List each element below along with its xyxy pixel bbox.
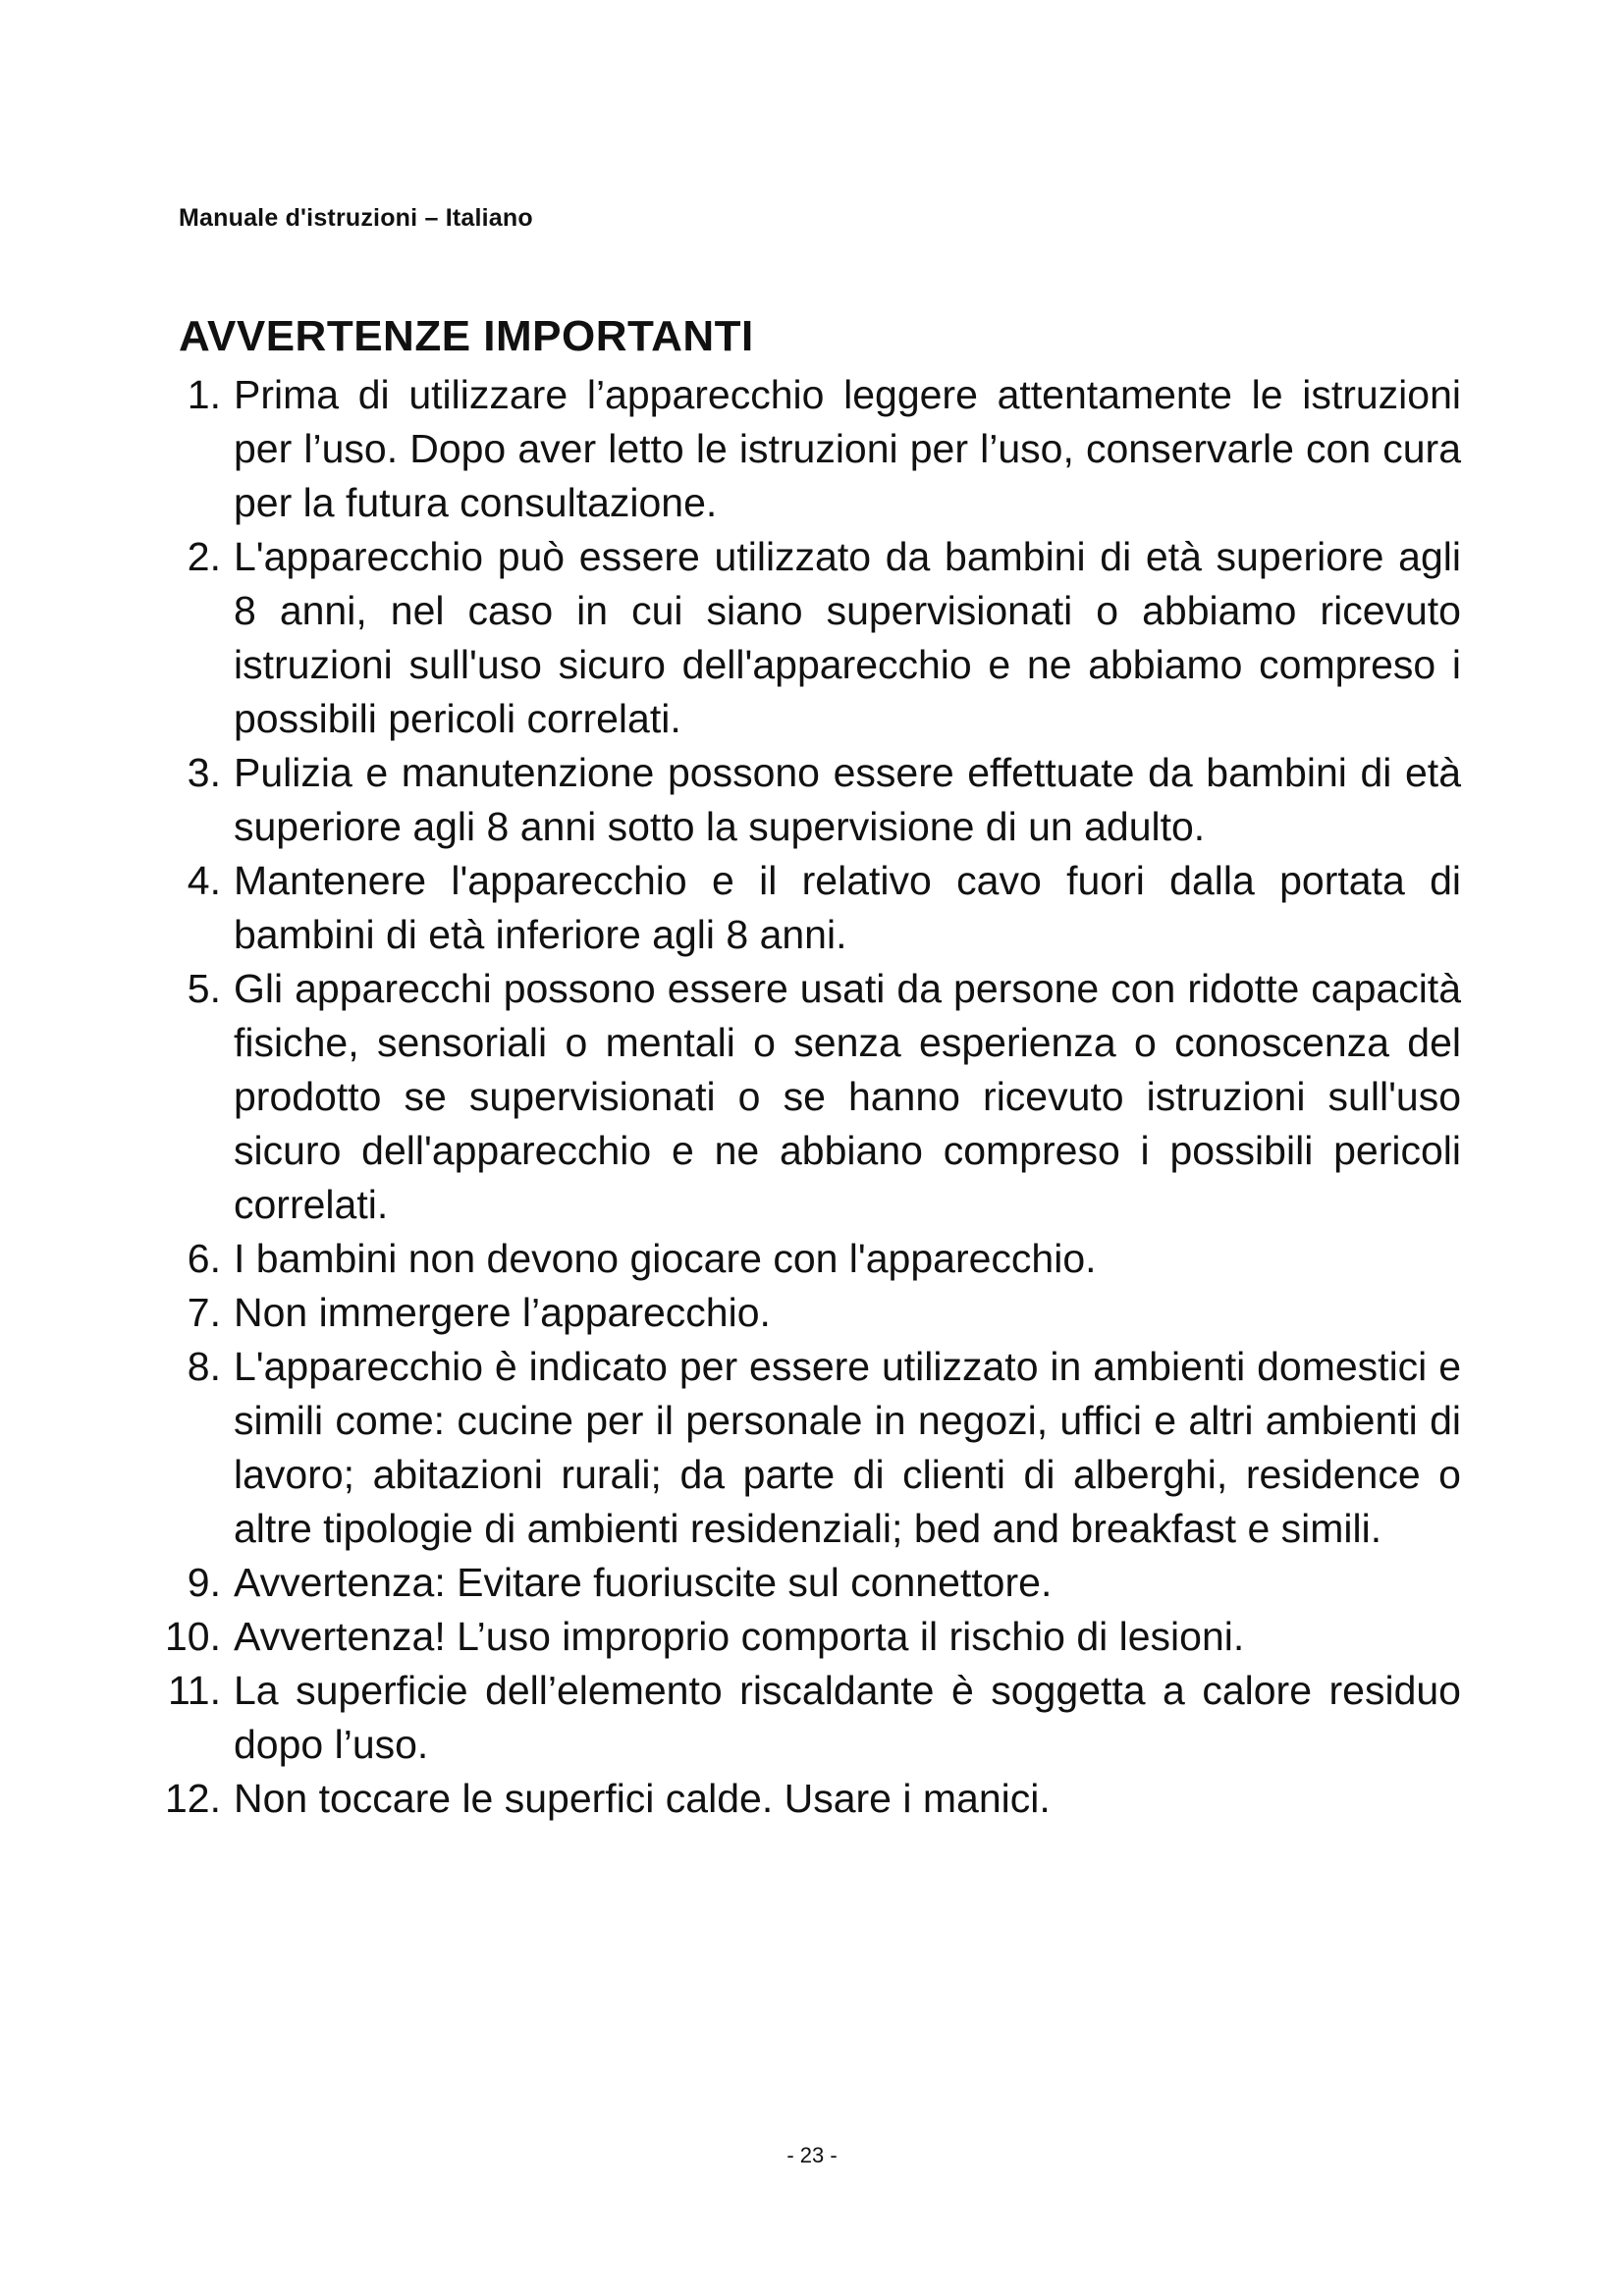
warning-item-8 (147, 1340, 1461, 1556)
item-number: 12. (165, 1776, 221, 1821)
item-number: 10. (165, 1614, 221, 1659)
warning-item-12 (147, 1772, 1461, 1826)
item-text: Avvertenza: Evitare fuoriuscite sul connettore. (234, 1560, 1053, 1605)
warning-item-4 (147, 854, 1461, 962)
page-number: - 23 - (786, 2143, 838, 2167)
item-text: Prima di utilizzare l’apparecchio leggere attentamente le istruzioni per l’uso. Dopo aver letto le istruzioni per l’uso, conservarle con cura per la futura consultazione. (234, 372, 1461, 525)
warning-item-2 (147, 530, 1461, 746)
warning-item-10 (147, 1610, 1461, 1664)
item-number: 3. (187, 750, 221, 795)
item-number: 2. (187, 534, 221, 579)
item-text: Non toccare le superfici calde. Usare i manici. (234, 1776, 1051, 1821)
item-number: 11. (168, 1668, 221, 1713)
item-number: 9. (187, 1560, 221, 1605)
warning-item-1 (147, 368, 1461, 530)
item-text: L'apparecchio è indicato per essere utilizzato in ambienti domestici e simili come: cucine per il personale in negozi, uffici e altri ambienti di lavoro; abitazioni rurali; da parte di clienti di alberghi, residence o altre tipologie di ambienti residenziali; bed and breakfast e simili. (234, 1344, 1461, 1551)
warning-item-5 (147, 962, 1461, 1232)
item-number: 5. (187, 966, 221, 1011)
item-number: 8. (187, 1344, 221, 1389)
item-text: Gli apparecchi possono essere usati da persone con ridotte capacità fisiche, sensoriali o mentali o senza esperienza o conoscenza del prodotto se supervisionati o se hanno ricevuto istruzioni sull'uso sicuro dell'apparecchio e ne abbiano compreso i possibili pericoli correlati. (234, 966, 1461, 1227)
warning-item-11 (147, 1664, 1461, 1772)
document-header: Manuale d'istruzioni – Italiano (179, 204, 533, 232)
item-text: Mantenere l'apparecchio e il relativo cavo fuori dalla portata di bambini di età inferiore agli 8 anni. (234, 858, 1461, 957)
warning-item-7 (147, 1286, 1461, 1340)
item-text: I bambini non devono giocare con l'apparecchio. (234, 1236, 1097, 1281)
item-text: Non immergere l’apparecchio. (234, 1290, 771, 1335)
item-text: L'apparecchio può essere utilizzato da bambini di età superiore agli 8 anni, nel caso in cui siano supervisionati o abbiamo ricevuto istruzioni sull'uso sicuro dell'apparecchio e ne abbiamo compreso i possibili pericoli correlati. (234, 534, 1461, 741)
item-text: La superficie dell’elemento riscaldante è soggetta a calore residuo dopo l’uso. (234, 1668, 1461, 1767)
item-number: 7. (187, 1290, 221, 1335)
item-text: Pulizia e manutenzione possono essere effettuate da bambini di età superiore agli 8 anni sotto la supervisione di un adulto. (234, 750, 1461, 849)
item-number: 4. (187, 858, 221, 903)
warning-item-9 (147, 1556, 1461, 1610)
warnings-list (147, 368, 1461, 1826)
item-number: 1. (187, 372, 221, 417)
item-text: Avvertenza! L’uso improprio comporta il rischio di lesioni. (234, 1614, 1245, 1659)
item-number: 6. (187, 1236, 221, 1281)
section-title: AVVERTENZE IMPORTANTI (179, 312, 754, 360)
warning-item-3 (147, 746, 1461, 854)
warning-item-6 (147, 1232, 1461, 1286)
